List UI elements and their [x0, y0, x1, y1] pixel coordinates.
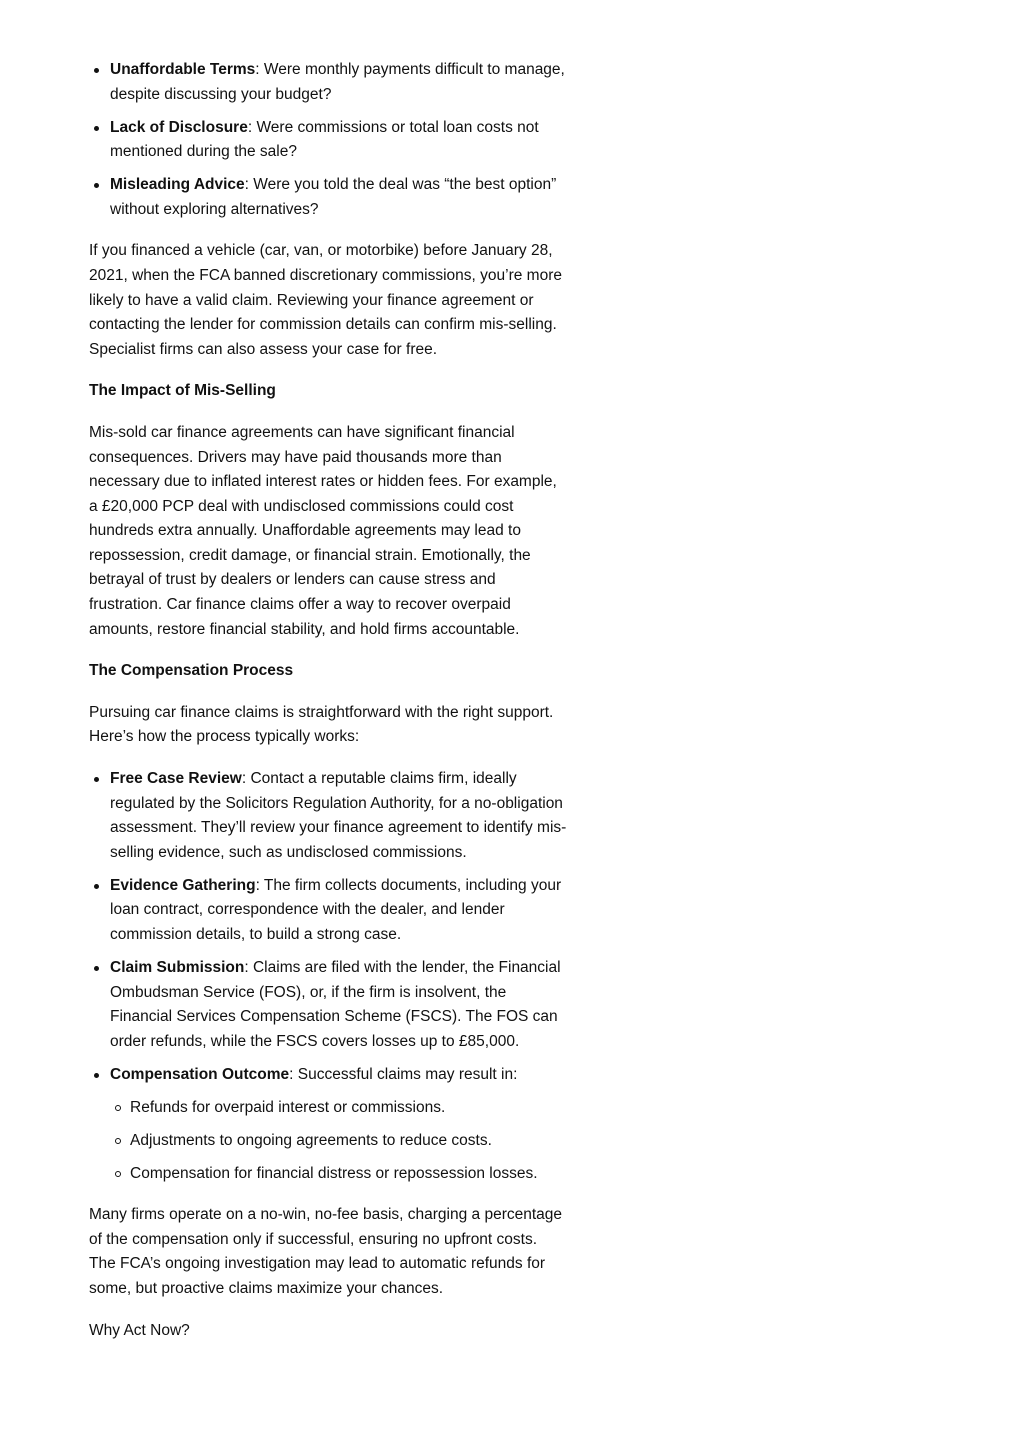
process-steps-list [89, 767, 567, 1186]
list-item-text: : Successful claims may result in: [289, 1065, 518, 1083]
list-item-term: Unaffordable Terms [110, 61, 256, 78]
list-item-term: Lack of Disclosure [110, 118, 248, 136]
article-body [89, 58, 567, 1343]
sub-list-item-text: Refunds for overpaid interest or commissions. [130, 1098, 446, 1116]
list-item [89, 173, 567, 222]
bullet-dot [94, 777, 99, 782]
list-item-text: : Contact a reputable claims firm, ideally regulated by the Solicitors Regulation Authority, for a no-obligation assessment. They’ll review your finance agreement to identify mis-selling evidence, such as undisclosed commissions. [110, 770, 567, 861]
list-item [89, 116, 567, 165]
list-item [89, 956, 567, 1054]
list-item-text: : The firm collects documents, including your loan contract, correspondence with the dealer, and lender commission details, to build a strong case. [110, 876, 562, 943]
sub-list-item-text: Adjustments to ongoing agreements to reduce costs. [130, 1131, 492, 1149]
list-item [89, 58, 567, 107]
bullet-dot [94, 966, 99, 971]
list-item-term: Free Case Review [110, 770, 242, 788]
sub-list-item [110, 1096, 567, 1121]
process-intro-paragraph: Pursuing car finance claims is straightforward with the right support. Here’s how the process typically works: [89, 703, 554, 746]
list-item-text: : Claims are filed with the lender, the Financial Ombudsman Service (FOS), or, if the firm is insolvent, the Financial Services Compensation Scheme (FSCS). The FOS can order refunds, while the FSCS covers losses up to £85,000. [110, 958, 561, 1050]
outcomes-sub-list [110, 1096, 567, 1187]
hollow-bullet [115, 1171, 121, 1177]
list-item [89, 1063, 567, 1187]
list-item-term: Claim Submission [110, 958, 245, 976]
hollow-bullet [115, 1105, 121, 1111]
claim-eligibility-paragraph: If you financed a vehicle (car, van, or motorbike) before January 28, 2021, when the FCA banned discretionary commissions, you’re more likely to have a valid claim. Reviewing your finance agreement or contacting the lender for commission details can confirm mis-selling. Specialist firms can also assess your case for free. [89, 242, 562, 358]
sub-list-item [110, 1162, 567, 1187]
fees-paragraph: Many firms operate on a no-win, no-fee basis, charging a percentage of the compensation only if successful, ensuring no upfront costs. The FCA’s ongoing investigation may lead to automatic refunds for some, but proactive claims maximize your chances. [89, 1206, 563, 1298]
mis-selling-signs-list [89, 58, 567, 222]
list-item [89, 767, 567, 865]
bullet-dot [94, 126, 99, 131]
process-heading: The Compensation Process [89, 662, 294, 680]
list-item-term: Evidence Gathering [110, 876, 256, 894]
list-item [89, 874, 567, 948]
bullet-dot [94, 1073, 99, 1078]
list-item-term: Compensation Outcome [110, 1065, 290, 1083]
bullet-dot [94, 183, 99, 188]
list-item-term: Misleading Advice [110, 176, 245, 194]
act-now-heading: Why Act Now? [89, 1321, 190, 1339]
hollow-bullet [115, 1138, 121, 1144]
impact-paragraph: Mis-sold car finance agreements can have significant financial consequences. Drivers may have paid thousands more than necessary due to inflated interest rates or hidden fees. For example, a £20,000 PCP deal with undisclosed commissions could cost hundreds extra annually. Unaffordable agreements may lead to repossession, credit damage, or financial strain. Emotionally, the betrayal of trust by dealers or lenders can cause stress and frustration. Car finance claims offer a way to recover overpaid amounts, restore financial stability, and hold firms accountable. [89, 423, 557, 638]
impact-heading: The Impact of Mis-Selling [89, 382, 276, 400]
bullet-dot [94, 884, 99, 889]
list-item-text: : Were monthly payments difficult to manage, despite discussing your budget? [110, 61, 565, 103]
sub-list-item [110, 1129, 567, 1154]
list-item-text: : Were you told the deal was “the best option” without exploring alternatives? [110, 176, 557, 218]
bullet-dot [94, 68, 99, 73]
list-item-text: : Were commissions or total loan costs not mentioned during the sale? [110, 118, 539, 161]
sub-list-item-text: Compensation for financial distress or repossession losses. [130, 1164, 538, 1182]
